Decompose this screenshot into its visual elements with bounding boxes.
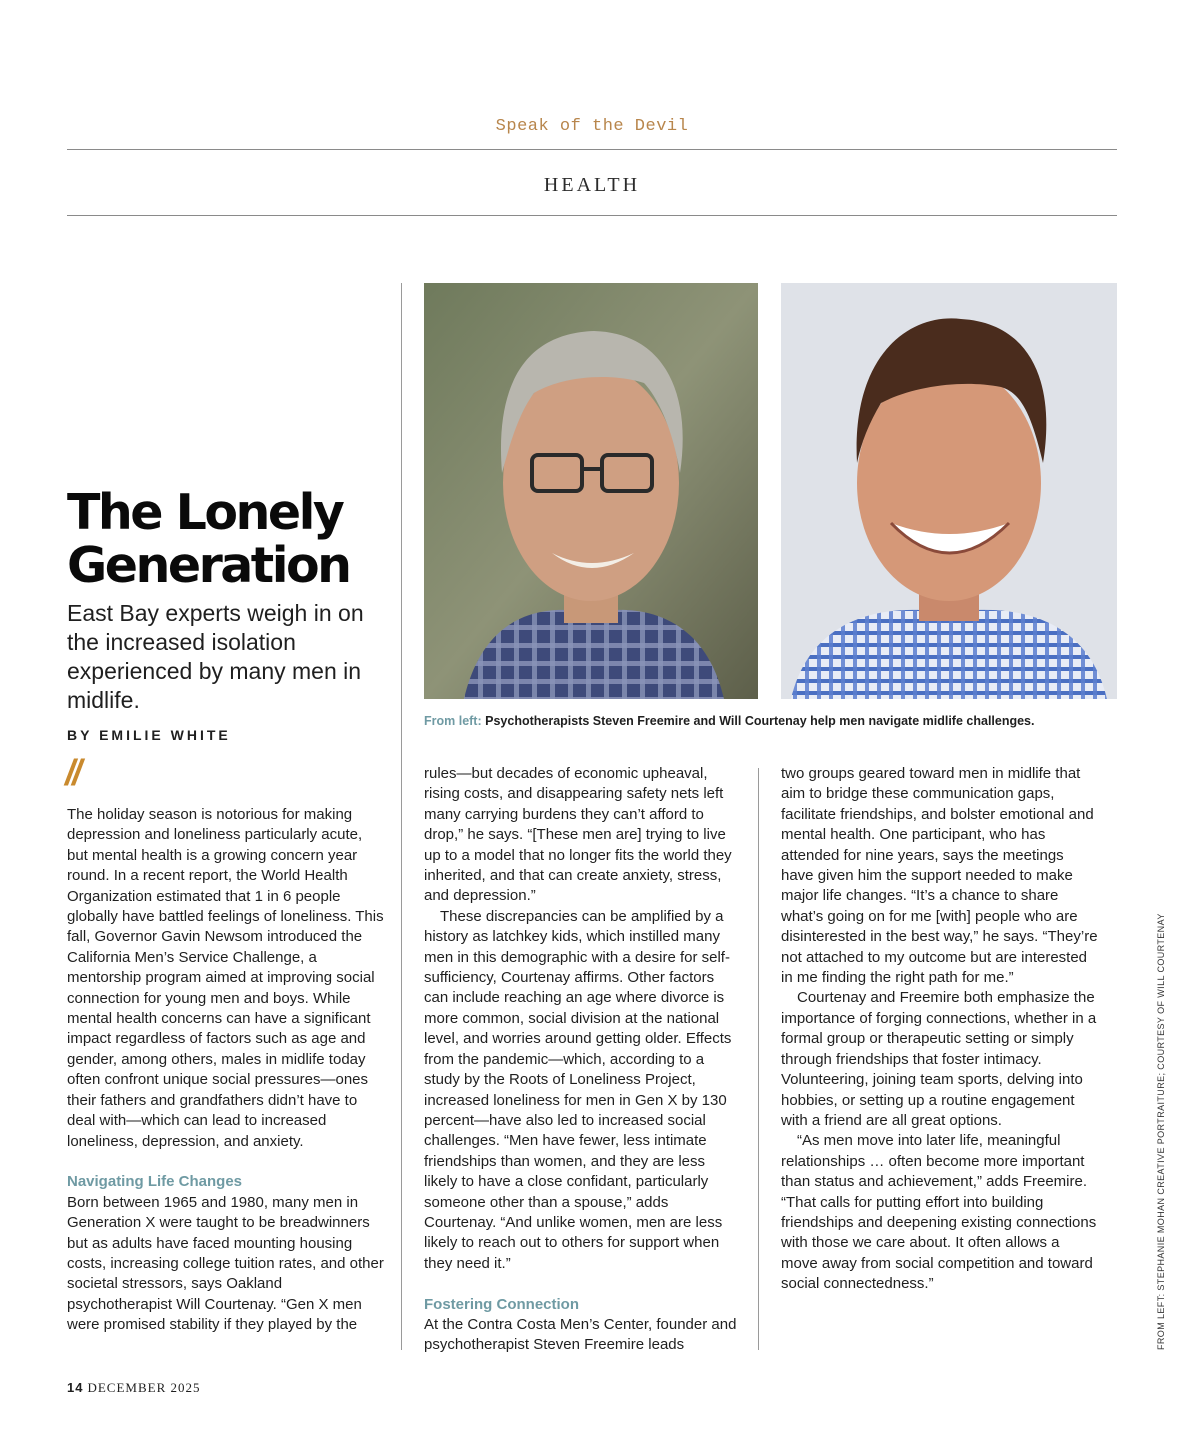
paragraph-intro: The holiday season is notorious for making depression and loneliness particularly acute, but mental health is a growing concern year round. In a recent report, the World Health Organization estimated that 1 in 6 people globally have battled feelings of loneliness. This fall, Governor Gavin Newsom introduced the California Men’s Service Challenge, a mentorship program aimed at improving social connection for young men and boys. While mental health concerns can have a significant impact regardless of factors such as age and gender, among others, males in midlife today often confront unique social pressures—ones their fathers and grandfathers didn’t have to deal with—which can lead to increased loneliness, depression, and anxiety. — [67, 806, 384, 1150]
caption-lead: From left: — [424, 714, 482, 728]
deck: East Bay experts weigh in on the increased isolation experienced by many men in midlife. — [67, 600, 364, 713]
issue-date: DECEMBER 2025 — [87, 1380, 201, 1395]
paragraph-emphasize: Courtenay and Freemire both emphasize the importance of forging connections, whether in a formal group or therapeutic setting or simply through friendships that foster intimacy. Volunteering, joining team sports, delving into hobbies, or setting up a routine engagement with a friend are all great options. — [781, 989, 1097, 1129]
ornament-slashes: // — [65, 752, 80, 793]
column-divider-right — [758, 768, 759, 1350]
paragraph-later-life: “As men move into later life, meaningful relationships … often become more important than status and achievement,” adds Freemire. “That calls for putting effort into building friendships and deepening existing connections with those we care about. It often allows a move away from social competition and toward social connectedness.” — [781, 1132, 1097, 1293]
byline: BY EMILIE WHITE — [67, 727, 231, 743]
photo-caption — [424, 714, 1124, 728]
column-3 — [781, 764, 1099, 1295]
section-rule — [67, 215, 1117, 216]
subhead-fostering: Fostering Connection — [424, 1295, 579, 1313]
section-label: HEALTH — [543, 174, 641, 196]
paragraph-contra-costa: At the Contra Costa Men’s Center, founder and psychotherapist Steven Freemire leads — [424, 1315, 737, 1354]
subhead-navigating: Navigating Life Changes — [67, 1173, 243, 1191]
paragraph-two-groups: two groups geared toward men in midlife that aim to bridge these communication gaps, facilitate friendships, and bolster emotional and mental health. One participant, who has attended for nine years, says the meetings have given him the support needed to make major life changes. “It’s a chance to share what’s going on for me [with] people who are disinterested in the best way,” he says. “They’re not attached to my outcome but are interested in me finding the right path for me.” — [781, 765, 1098, 987]
headline-line-1: The Lonely — [67, 484, 343, 541]
paragraph-rules: rules—but decades of economic upheaval, rising costs, and disappearing safety nets left many carrying burdens they can’t afford to drop,” he says. “[These men are] trying to live up to a model that no longer fits the world they inherited, and that can create anxiety, stress, and depression.” — [424, 765, 732, 905]
page-number: 14 — [67, 1380, 84, 1395]
column-2 — [424, 764, 742, 1356]
headline-line-2: Generation — [67, 537, 350, 594]
photo-will-courtenay — [781, 283, 1117, 699]
column-divider-left — [401, 283, 402, 1350]
photo-credit: FROM LEFT: STEPHANIE MOHAN CREATIVE PORTRAITURE; COURTESY OF WILL COURTENAY — [1156, 913, 1166, 1350]
folio — [67, 1380, 201, 1396]
photo-steven-freemire — [424, 283, 758, 699]
headline — [67, 486, 397, 592]
paragraph-discrepancies: These discrepancies can be amplified by a history as latchkey kids, which instilled many men in this demographic with a desire for self-sufficiency, Courtenay affirms. Other factors can include reaching an age where divorce is more common, social division at the national level, and worries around getting older. Effects from the pandemic—which, according to a study by the Roots of Loneliness Project, increased loneliness for men in Gen X by 130 percent—have also led to increased social challenges. “Men have fewer, less intimate friendships than women, and they are less likely to have a close confidant, particularly someone other than a spouse,” adds Courtenay. “And unlike women, men are less likely to reach out to others for support when they need it.” — [424, 907, 732, 1272]
column-1 — [67, 805, 385, 1336]
caption-text: Psychotherapists Steven Freemire and Will Courtenay help men navigate midlife challenges. — [485, 714, 1035, 728]
running-head: Speak of the Devil — [495, 117, 689, 136]
top-rule — [67, 149, 1117, 150]
paragraph-born: Born between 1965 and 1980, many men in Generation X were taught to be breadwinners but as adults have faced mounting housing costs, increasing college tuition rates, and other societal stressors, says Oakland psychotherapist Will Courtenay. “Gen X men were promised stability if they played by the — [67, 1193, 384, 1334]
